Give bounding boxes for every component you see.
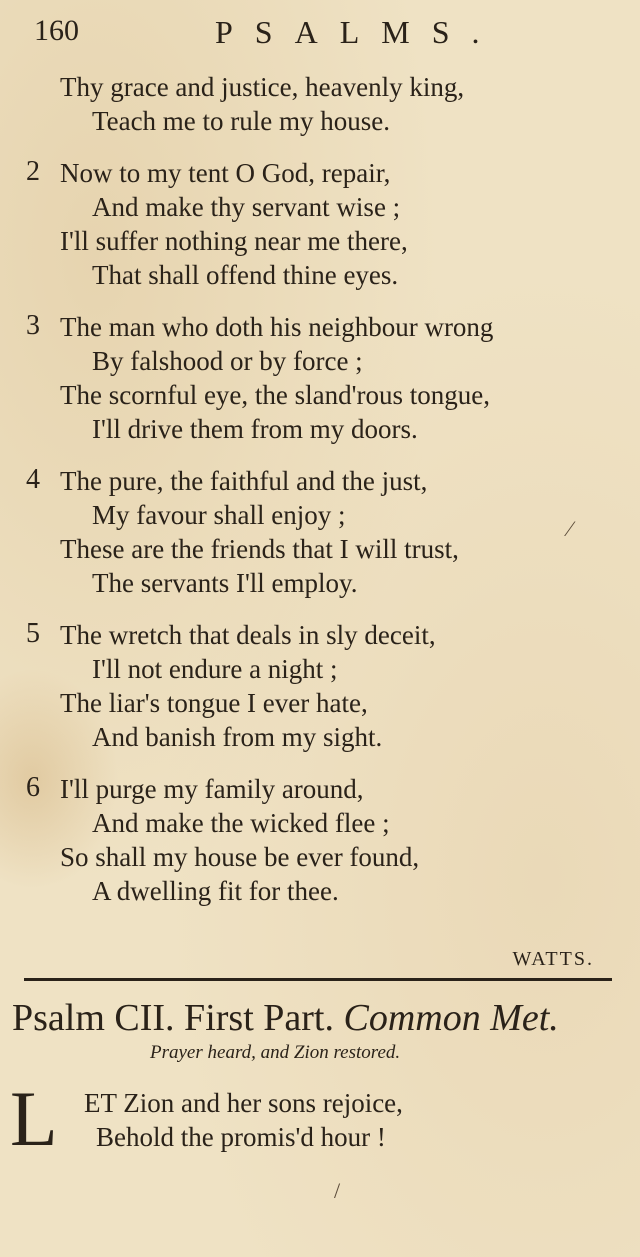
- verse-line: And make thy servant wise ;: [92, 192, 401, 222]
- stanza-3: [0, 310, 640, 446]
- running-head: PSALMS.: [215, 14, 502, 50]
- page-header: [0, 14, 640, 54]
- stanza-5: [0, 618, 640, 754]
- verse-line: Behold the promis'd hour !: [96, 1122, 386, 1152]
- verse-line: My favour shall enjoy ;: [92, 500, 346, 530]
- author-attribution: WATTS.: [512, 948, 594, 970]
- verse-line: And banish from my sight.: [92, 722, 383, 752]
- stanza-number: 5: [26, 618, 40, 649]
- verse-line: I'll drive them from my doors.: [92, 414, 418, 444]
- stanza-1: [0, 70, 640, 138]
- ink-mark: /: [334, 1178, 341, 1203]
- verse-line: And make the wicked flee ;: [92, 808, 390, 838]
- section-divider: [24, 978, 612, 981]
- verse-line: The pure, the faithful and the just,: [60, 466, 428, 496]
- verse-line: The scornful eye, the sland'rous tongue,: [60, 380, 490, 410]
- verse-line: ET Zion and her sons rejoice,: [84, 1088, 403, 1118]
- hymn-stanzas: [0, 70, 640, 926]
- stanza-number: 2: [26, 156, 40, 187]
- verse-line: The liar's tongue I ever hate,: [60, 688, 368, 718]
- verse-line: I'll suffer nothing near me there,: [60, 226, 408, 256]
- psalm-meter: Common Met.: [343, 997, 559, 1039]
- verse-line: These are the friends that I will trust,: [60, 534, 459, 564]
- verse-line: The man who doth his neighbour wrong: [60, 312, 494, 342]
- psalm-opening: [84, 1086, 403, 1154]
- stanza-4: [0, 464, 640, 600]
- stanza-2: [0, 156, 640, 292]
- verse-line: The servants I'll employ.: [92, 568, 358, 598]
- verse-line: Teach me to rule my house.: [92, 106, 391, 136]
- verse-line: I'll not endure a night ;: [92, 654, 338, 684]
- psalm-title: Psalm CII. First Part.: [12, 997, 334, 1039]
- drop-cap: L: [10, 1075, 58, 1162]
- verse-line: Now to my tent O God, repair,: [60, 158, 391, 188]
- verse-line: So shall my house be ever found,: [60, 842, 420, 872]
- verse-line: The wretch that deals in sly deceit,: [60, 620, 436, 650]
- psalm-heading: [12, 996, 559, 1040]
- ink-mark: ⁄: [568, 516, 572, 541]
- stanza-6: [0, 772, 640, 908]
- verse-line: That shall offend thine eyes.: [92, 260, 399, 290]
- stanza-number: 6: [26, 772, 40, 803]
- page-number: 160: [34, 14, 79, 47]
- verse-line: A dwelling fit for thee.: [92, 876, 339, 906]
- psalm-subtitle: Prayer heard, and Zion restored.: [150, 1042, 401, 1063]
- stanza-number: 4: [26, 464, 40, 495]
- verse-line: I'll purge my family around,: [60, 774, 364, 804]
- stanza-number: 3: [26, 310, 40, 341]
- verse-line: By falshood or by force ;: [92, 346, 363, 376]
- verse-line: Thy grace and justice, heavenly king,: [60, 72, 465, 102]
